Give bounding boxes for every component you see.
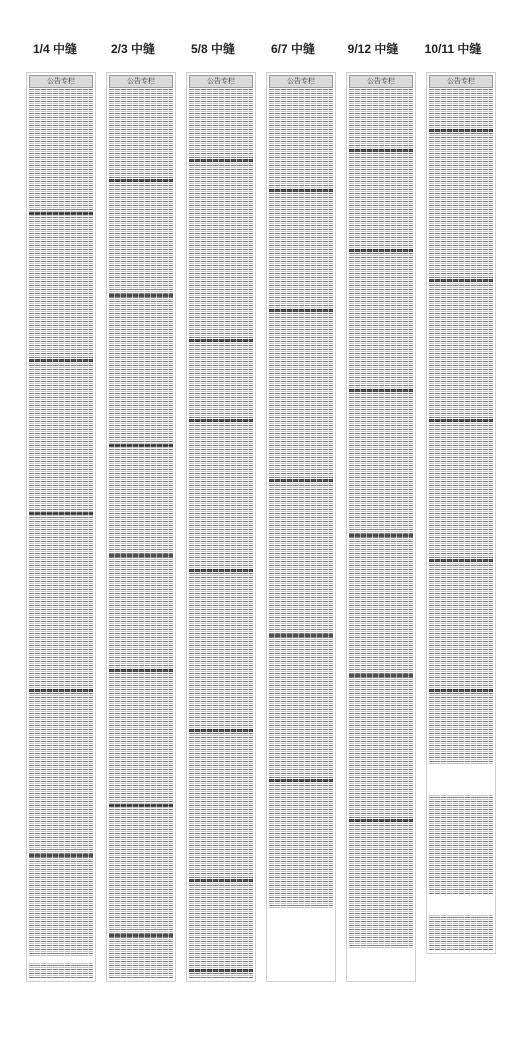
column-label-1-4: 1/4 中缝 [32,42,78,56]
notice-text-block [109,89,173,979]
strip-header: 公告专栏 [349,75,413,88]
notice-text-block [189,89,253,979]
notice-text-block [29,89,93,979]
column-label-5-8: 5/8 中缝 [190,42,236,56]
strip-header: 公告专栏 [429,75,493,88]
strip-header: 公告专栏 [109,75,173,88]
notice-strip-2-3 [106,72,176,982]
notice-strip-1-4 [26,72,96,982]
column-label-9-12: 9/12 中缝 [347,42,399,56]
strip-header: 公告专栏 [189,75,253,88]
notice-strip-10-11 [426,72,496,954]
notice-text-block [269,89,333,979]
notice-text-block [349,89,413,979]
notice-strip-9-12 [346,72,416,982]
notice-text-block [429,89,493,951]
column-label-10-11: 10/11 中缝 [424,42,482,56]
column-label-2-3: 2/3 中缝 [110,42,156,56]
notice-strip-6-7 [266,72,336,982]
column-label-6-7: 6/7 中缝 [270,42,316,56]
strip-header: 公告专栏 [29,75,93,88]
notice-strip-5-8 [186,72,256,982]
strip-header: 公告专栏 [269,75,333,88]
